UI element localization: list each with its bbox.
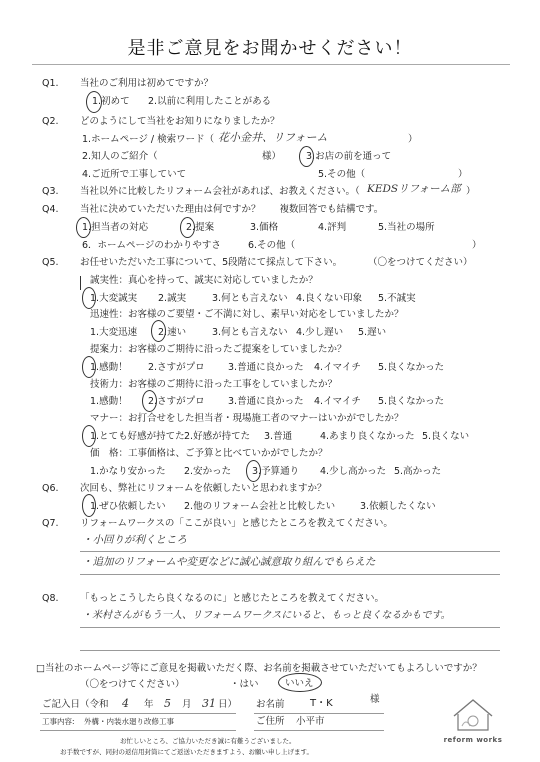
q5-item-5-label: マナー：お打合せをした担当者・現場施工者のマナーはいかがでしたか？ — [90, 413, 404, 424]
q5-item-6-option-5[interactable]: 5.高かった — [394, 466, 442, 477]
q8-question: 「もっとこうしたら良くなるのに」と感じたところを教えてください。 — [80, 593, 385, 604]
work-label: 工事内容: — [42, 717, 75, 726]
q5-item-3-option-1[interactable]: 1.感動！ — [90, 362, 128, 373]
q2-option-2[interactable]: 2.知人のご紹介（ — [82, 151, 158, 162]
q1-option-1[interactable]: 1.初めて — [92, 96, 130, 107]
consent-question: □当社のホームページ等にご意見を掲載いただく際、お名前を掲載させていただいてもよろしいですか？ — [36, 663, 482, 674]
title-divider — [32, 64, 510, 65]
q5-item-1-option-4[interactable]: 4.良くない印象 — [296, 293, 363, 304]
q2-option-4[interactable]: 4.ご近所で工事していて — [82, 169, 187, 180]
q2-option-5-close: ） — [458, 169, 468, 180]
q5-item-4-option-1[interactable]: 1.感動！ — [90, 396, 128, 407]
q5-item-4-circle — [142, 390, 157, 412]
name-value: T・K — [310, 698, 333, 709]
q1-question: 当社のご利用は初めてですか？ — [80, 78, 214, 89]
q6-option-3[interactable]: 3.依頼したくない — [360, 501, 436, 512]
q2-question: どのようにして当社をお知りになりましたか？ — [80, 116, 280, 127]
q3-close: ） — [466, 186, 476, 197]
q7-number: Q7. — [42, 518, 59, 529]
q8-number: Q8. — [42, 593, 59, 604]
q5-number: Q5. — [42, 257, 59, 268]
q5-item-6-label: 価 格：工事価格は、ご予算と比べていかがでしたか？ — [90, 448, 328, 459]
q2-number: Q2. — [42, 116, 59, 127]
q2-option-5[interactable]: 5.その他（ — [318, 169, 366, 180]
q5-item-2-option-3[interactable]: 3.何とも言えない — [212, 327, 288, 338]
q2-option-2-close: 様） — [262, 151, 282, 162]
work-value: 外構・内装水廻り改修工事 — [84, 717, 174, 726]
q5-item-5-circle — [82, 425, 96, 447]
q5-item-4-option-5[interactable]: 5.良くなかった — [378, 396, 445, 407]
address-value: 小平市 — [296, 716, 325, 727]
q4-option-other-close: ） — [472, 240, 482, 251]
q7-question: リフォームワークスの「ここが良い」と感じたところを教えてください。 — [80, 518, 393, 529]
name-label: お名前 — [256, 699, 285, 710]
q5-item-1-option-5[interactable]: 5.不誠実 — [378, 293, 416, 304]
q7-rule-1 — [80, 551, 500, 552]
company-logo-text: reform works — [443, 735, 503, 744]
q5-item-6-circle — [246, 460, 261, 482]
q2-option-1-answer: 花小金井、リフォーム — [218, 131, 328, 144]
q5-item-6-option-1[interactable]: 1.かなり安かった — [90, 466, 166, 477]
q8-rule-1 — [80, 627, 500, 628]
work-underline — [40, 730, 236, 731]
q6-number: Q6. — [42, 483, 59, 494]
q5-item-1-label: 誠実性：真心を持って、誠実に対応していましたか？ — [90, 275, 318, 286]
q5-item-2-circle — [151, 320, 166, 342]
date-day-unit: 日） — [218, 699, 238, 710]
q5-item-3-label: 提案力：お客様のご期待に沿ったご提案をしていましたか？ — [90, 344, 347, 355]
q5-item-5-option-5[interactable]: 5.良くない — [422, 431, 470, 442]
q5-item-1-option-1[interactable]: 1.大変誠実 — [90, 293, 138, 304]
q2-option-1-close: ） — [408, 134, 418, 145]
q1-answer-circle — [86, 91, 102, 113]
q5-item-1-option-3[interactable]: 3.何とも言えない — [212, 293, 288, 304]
q2-option-1[interactable]: 1.ホームページ / 検索ワード（ — [82, 134, 215, 145]
date-label: ご記入日（令和 — [42, 699, 109, 710]
q8-answer: ・米村さんがもう一人、リフォームワークスにいると、もっと良くなるかもです。 — [82, 610, 451, 621]
q5-item-6-option-3[interactable]: 3.予算通り — [252, 466, 300, 477]
q6-answer-circle — [82, 494, 96, 517]
q5-item-4-option-3[interactable]: 3.普通に良かった — [228, 396, 304, 407]
consent-note: （〇をつけてください） — [80, 679, 185, 690]
q5-item-4-label: 技術力：お客様のご期待に沿った工事をしていましたか？ — [90, 379, 338, 390]
q5-item-1-circle — [82, 287, 96, 309]
page-title: 是非ご意見をお聞かせください！ — [127, 38, 413, 59]
q5-item-6-option-4[interactable]: 4.少し高かった — [320, 466, 387, 477]
q3-question: 当社以外に比較したリフォーム会社があれば、お教えください。（ — [80, 186, 360, 197]
address-underline — [254, 730, 384, 731]
q5-item-2-option-5[interactable]: 5.遅い — [358, 327, 387, 338]
q5-item-3-option-5[interactable]: 5.良くなかった — [378, 362, 445, 373]
q6-option-1[interactable]: 1.ぜひ依頼したい — [90, 501, 166, 512]
q5-item-4-option-4[interactable]: 4.イマイチ — [314, 396, 361, 407]
q4-option-3[interactable]: 3.価格 — [250, 222, 279, 233]
q3-answer: KEDSリフォーム部 — [367, 183, 461, 195]
q4-option-4[interactable]: 4.評判 — [318, 222, 347, 233]
q5-note: （〇をつけてください） — [368, 257, 473, 268]
q8-rule-2 — [80, 650, 500, 651]
q4-option-6[interactable]: 6．ホームページのわかりやすさ — [82, 240, 221, 251]
q3-number: Q3. — [42, 186, 59, 197]
name-underline — [254, 713, 384, 714]
q5-item-2-option-2[interactable]: 2.速い — [158, 327, 187, 338]
q5-item-2-option-4[interactable]: 4.少し遅い — [296, 327, 344, 338]
q5-item-4-option-2[interactable]: 2.さすがプロ — [148, 396, 205, 407]
q5-question: お任せいただいた工事について、5段階にて採点して下さい。 — [80, 257, 343, 268]
q5-item-6-option-2[interactable]: 2.安かった — [184, 466, 232, 477]
q4-option-5[interactable]: 5.当社の場所 — [378, 222, 435, 233]
q7-answer-line-2: ・追加のリフォームや変更などに誠心誠意取り組んでもらえた — [82, 556, 376, 568]
q5-item-5-option-2[interactable]: 2.好感が持てた — [184, 431, 251, 442]
date-month: 5 — [164, 697, 171, 710]
date-underline — [40, 713, 236, 714]
q5-item-3-circle — [82, 356, 96, 378]
date-year-unit: 年 — [144, 699, 154, 710]
q5-item-5-option-4[interactable]: 4.あまり良くなかった — [320, 431, 415, 442]
date-year: 4 — [122, 697, 129, 710]
q5-item-3-option-3[interactable]: 3.普通に良かった — [228, 362, 304, 373]
thanks-notice: お忙しいところ、ご協力いただき誠に有難うございました。 — [120, 737, 296, 745]
q5-item-1-option-2[interactable]: 2.誠実 — [158, 293, 187, 304]
q7-rule-2 — [80, 574, 500, 575]
consent-yes[interactable]: ・はい — [230, 679, 259, 690]
consent-answer-circle — [278, 673, 322, 692]
q7-answer-line-1: ・小回りが利くところ — [82, 534, 187, 546]
consent-no[interactable]: いいえ — [285, 678, 314, 689]
date-day: 31 — [202, 697, 216, 710]
q6-question: 次回も、弊社にリフォームを依頼したいと思われますか？ — [80, 483, 327, 494]
name-suffix: 様 — [370, 694, 380, 705]
address-label: ご住所 — [256, 716, 285, 727]
company-logo — [440, 696, 506, 752]
date-month-unit: 月 — [182, 699, 192, 710]
q4-answer-circle-2 — [180, 217, 195, 238]
q5-item-2-option-1[interactable]: 1.大変迅速 — [90, 327, 138, 338]
return-notice: お手数ですが、同封の返信用封筒にてご返送いただきますよう、お願い申し上げます。 — [60, 748, 313, 756]
q5-item-3-option-4[interactable]: 4.イマイチ — [314, 362, 361, 373]
q4-option-other[interactable]: 6.その他（ — [248, 240, 296, 251]
q4-option-1[interactable]: 1.担当者の対応 — [82, 222, 149, 233]
q4-number: Q4. — [42, 204, 59, 215]
q4-answer-circle-1 — [76, 217, 91, 238]
q1-number: Q1. — [42, 78, 59, 89]
q5-item-3-option-2[interactable]: 2.さすがプロ — [148, 362, 205, 373]
q2-answer-circle — [299, 146, 314, 167]
q1-option-2[interactable]: 2.以前に利用したことがある — [148, 96, 272, 107]
q6-option-2[interactable]: 2.他のリフォーム会社と比較したい — [184, 501, 336, 512]
q4-option-2[interactable]: 2.提案 — [186, 222, 215, 233]
house-icon — [440, 696, 506, 734]
q5-item-5-option-1[interactable]: 1.とても好感が持てた — [90, 431, 185, 442]
q2-option-3[interactable]: 3.お店の前を通って — [306, 151, 392, 162]
q4-question: 当社に決めていただいた理由は何ですか？ 複数回答でも結構です。 — [80, 204, 384, 215]
q5-item-5-option-3[interactable]: 3.普通 — [264, 431, 293, 442]
q5-item-2-label: 迅速性：お客様のご要望・ご不満に対し、素早い対応をしていましたか？ — [90, 309, 404, 320]
